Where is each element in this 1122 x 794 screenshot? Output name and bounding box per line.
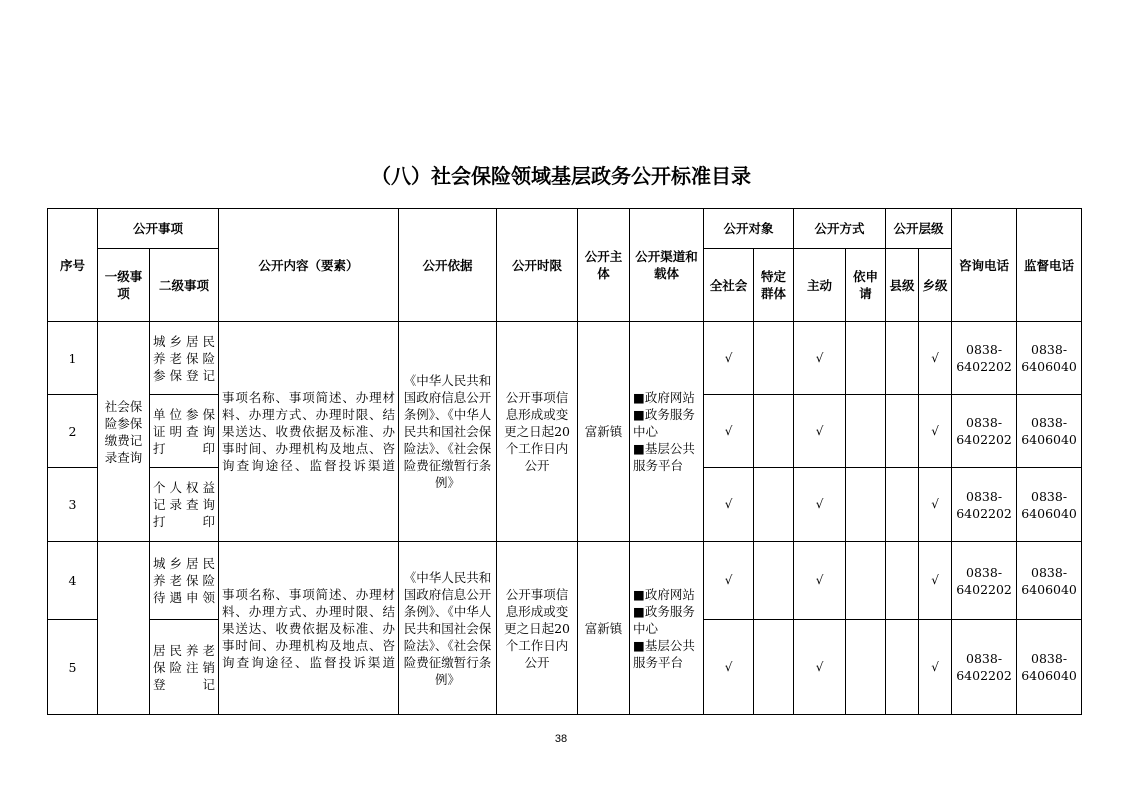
- level2-item: 个人权益记录查询打印: [150, 468, 219, 542]
- supervise-phone: 0838-6406040: [1017, 322, 1082, 395]
- check-apply: [846, 322, 886, 395]
- check-county: [886, 542, 919, 620]
- public-basis: 《中华人民共和国政府信息公开条例》、《中华人民共和国社会保险法》、《社会保险费征缴暂行条例》: [399, 542, 497, 715]
- header-supervise: 监督电话: [1017, 209, 1082, 322]
- consult-phone: 0838-6402202: [952, 542, 1017, 620]
- table-body: [48, 322, 1082, 715]
- header-basis: 公开依据: [399, 209, 497, 322]
- public-content: 事项名称、事项简述、办理材料、办理方式、办理时限、结果送达、收费依据及标准、办事时间、办理机构及地点、咨询查询途径、监督投诉渠道: [219, 322, 399, 542]
- check-county: [886, 620, 919, 715]
- check-active: √: [794, 322, 846, 395]
- row-seq: 4: [48, 542, 98, 620]
- directory-table: [47, 208, 1082, 715]
- check-apply: [846, 542, 886, 620]
- row-seq: 2: [48, 395, 98, 468]
- check-county: [886, 395, 919, 468]
- check-whole: √: [704, 468, 754, 542]
- header-level1: 一级事项: [98, 249, 150, 322]
- supervise-phone: 0838-6406040: [1017, 468, 1082, 542]
- check-whole: √: [704, 395, 754, 468]
- public-subject: 富新镇: [578, 542, 630, 715]
- header-subject: 公开主体: [578, 209, 630, 322]
- header-content: 公开内容（要素）: [219, 209, 399, 322]
- consult-phone: 0838-6402202: [952, 322, 1017, 395]
- consult-phone: 0838-6402202: [952, 395, 1017, 468]
- header-consult: 咨询电话: [952, 209, 1017, 322]
- consult-phone: 0838-6402202: [952, 620, 1017, 715]
- row-seq: 3: [48, 468, 98, 542]
- check-town: √: [919, 468, 952, 542]
- page-number: 38: [554, 733, 568, 745]
- header-method: 公开方式: [794, 209, 886, 249]
- header-level: 公开层级: [886, 209, 952, 249]
- header-target: 公开对象: [704, 209, 794, 249]
- check-specific: [754, 620, 794, 715]
- header-seq: 序号: [48, 209, 98, 322]
- check-whole: √: [704, 542, 754, 620]
- check-apply: [846, 620, 886, 715]
- check-town: √: [919, 322, 952, 395]
- check-county: [886, 468, 919, 542]
- table-header: [48, 209, 1082, 322]
- level2-item: 居民养老保险注销登记: [150, 620, 219, 715]
- public-subject: 富新镇: [578, 322, 630, 542]
- supervise-phone: 0838-6406040: [1017, 542, 1082, 620]
- check-town: √: [919, 395, 952, 468]
- public-channel: ■政府网站 ■政务服务中心 ■基层公共服务平台: [630, 542, 704, 715]
- level2-item: 单位参保证明查询打印: [150, 395, 219, 468]
- supervise-phone: 0838-6406040: [1017, 395, 1082, 468]
- header-apply: 依申请: [846, 249, 886, 322]
- public-basis: 《中华人民共和国政府信息公开条例》、《中华人民共和国社会保险法》、《社会保险费征缴暂行条例》: [399, 322, 497, 542]
- level2-item: 城乡居民养老保险参保登记: [150, 322, 219, 395]
- check-specific: [754, 322, 794, 395]
- row-seq: 1: [48, 322, 98, 395]
- public-channel: ■政府网站 ■政务服务中心 ■基层公共服务平台: [630, 322, 704, 542]
- level1-item: 社会保险参保缴费记录查询: [98, 322, 150, 542]
- public-content: 事项名称、事项简述、办理材料、办理方式、办理时限、结果送达、收费依据及标准、办事时间、办理机构及地点、咨询查询途径、监督投诉渠道: [219, 542, 399, 715]
- supervise-phone: 0838-6406040: [1017, 620, 1082, 715]
- header-town: 乡级: [919, 249, 952, 322]
- header-channel: 公开渠道和载体: [630, 209, 704, 322]
- page-title: （八）社会保险领域基层政务公开标准目录: [371, 164, 751, 188]
- check-whole: √: [704, 620, 754, 715]
- check-active: √: [794, 468, 846, 542]
- check-town: √: [919, 620, 952, 715]
- header-time: 公开时限: [497, 209, 578, 322]
- check-active: √: [794, 542, 846, 620]
- level2-item: 城乡居民养老保险待遇申领: [150, 542, 219, 620]
- header-level2: 二级事项: [150, 249, 219, 322]
- check-active: √: [794, 620, 846, 715]
- check-apply: [846, 395, 886, 468]
- check-town: √: [919, 542, 952, 620]
- check-county: [886, 322, 919, 395]
- table-row: [48, 542, 1082, 620]
- header-active: 主动: [794, 249, 846, 322]
- table-row: [48, 322, 1082, 395]
- level1-item: [98, 542, 150, 715]
- header-whole: 全社会: [704, 249, 754, 322]
- header-specific: 特定群体: [754, 249, 794, 322]
- public-time: 公开事项信息形成或变更之日起20个工作日内公开: [497, 322, 578, 542]
- public-time: 公开事项信息形成或变更之日起20个工作日内公开: [497, 542, 578, 715]
- consult-phone: 0838-6402202: [952, 468, 1017, 542]
- header-county: 县级: [886, 249, 919, 322]
- header-items: 公开事项: [98, 209, 219, 249]
- check-apply: [846, 468, 886, 542]
- check-specific: [754, 542, 794, 620]
- check-whole: √: [704, 322, 754, 395]
- check-specific: [754, 468, 794, 542]
- check-specific: [754, 395, 794, 468]
- row-seq: 5: [48, 620, 98, 715]
- check-active: √: [794, 395, 846, 468]
